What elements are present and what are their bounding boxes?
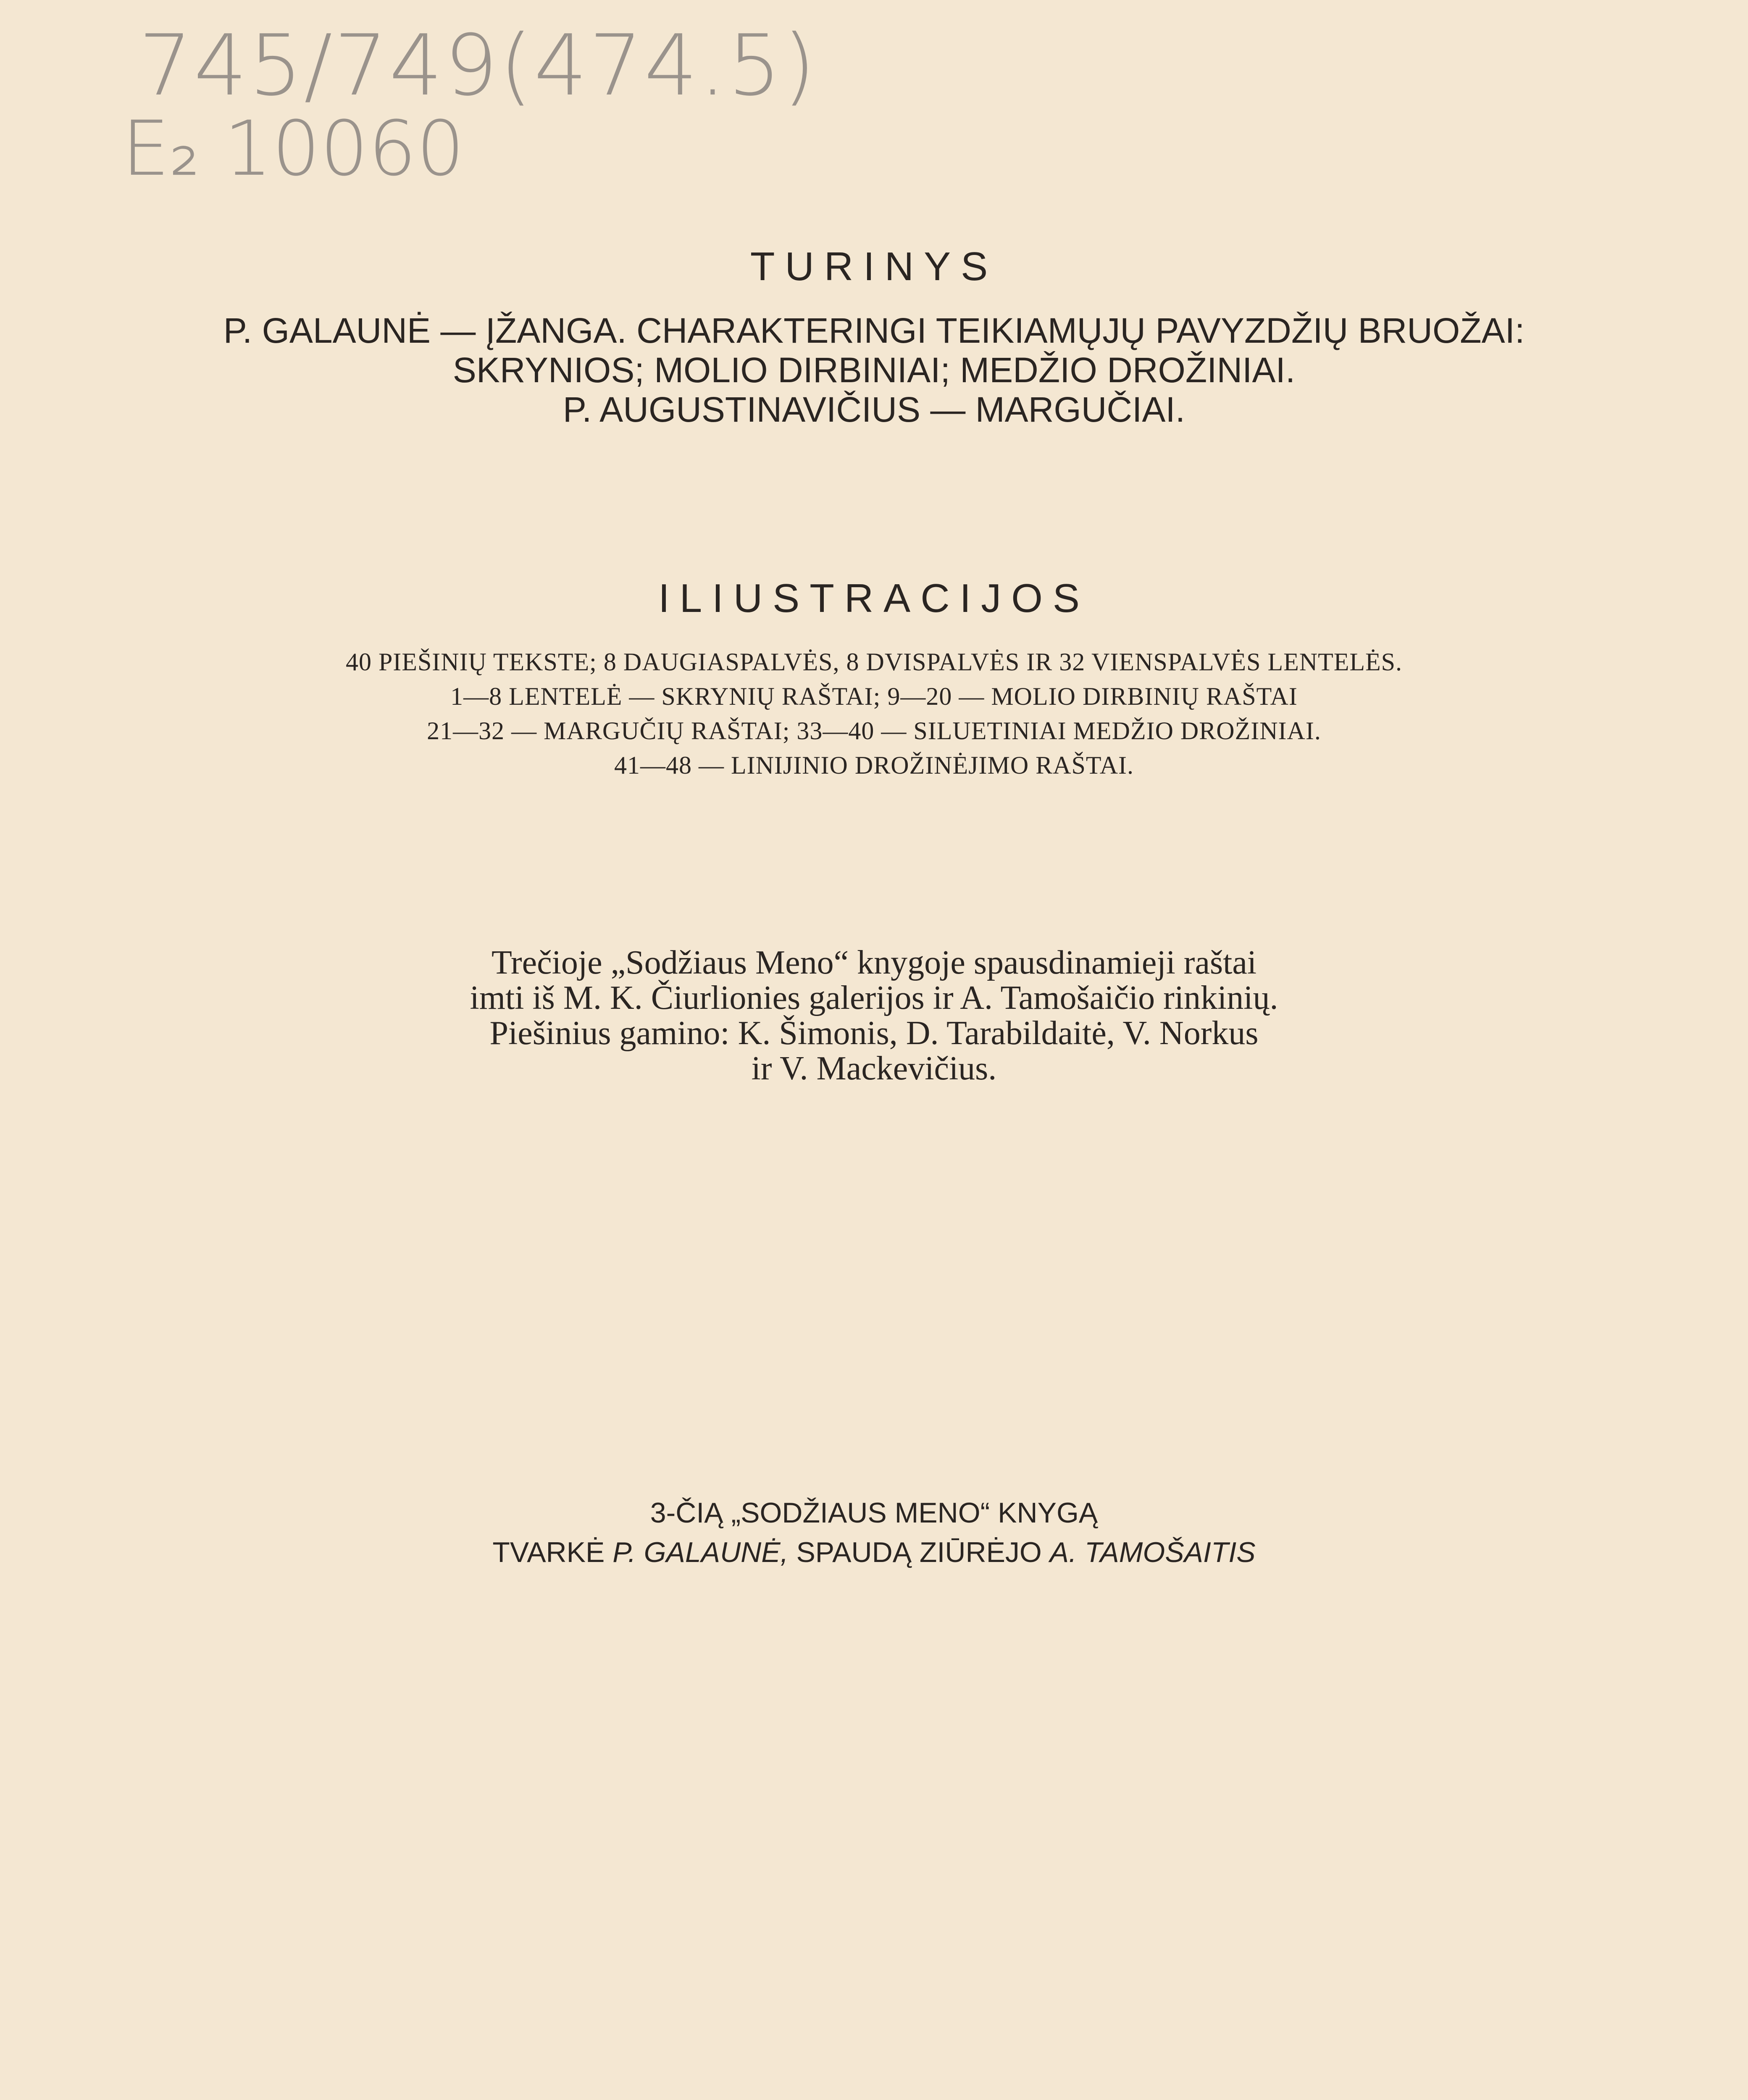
note-line: ir V. Mackevičius. xyxy=(751,1050,997,1087)
editor-label: TVARKĖ xyxy=(492,1536,605,1568)
editor-line-1: 3-ČIĄ „SODŽIAUS MENO“ KNYGĄ xyxy=(650,1497,1098,1529)
contents-line: P. GALAUNĖ — ĮŽANGA. CHARAKTERINGI TEIKIAMŲJŲ PAVYZDŽIŲ BRUOŽAI: xyxy=(223,311,1525,350)
supervisor-label: SPAUDĄ ZIŪRĖJO xyxy=(796,1536,1042,1568)
contents-line: SKRYNIOS; MOLIO DIRBINIAI; MEDŽIO DROŽINIAI. xyxy=(452,350,1296,390)
editor-line-2 xyxy=(0,1533,1748,1572)
handwritten-code: E₂ 10060 xyxy=(122,105,465,193)
illustrations-heading: ILIUSTRACIJOS xyxy=(658,576,1090,621)
editor-credits xyxy=(0,1493,1748,1572)
contents-heading: TURINYS xyxy=(750,244,998,289)
contents-line: P. AUGUSTINAVIČIUS — MARGUČIAI. xyxy=(563,390,1185,429)
note-line: Trečioje „Sodžiaus Meno“ knygoje spausdinamieji raštai xyxy=(491,944,1257,981)
illustrations-line: 41—48 — LINIJINIO DROŽINĖJIMO RAŠTAI. xyxy=(614,751,1134,779)
illustrations-line: 40 PIEŠINIŲ TEKSTE; 8 DAUGIASPALVĖS, 8 DVISPALVĖS IR 32 VIENSPALVĖS LENTELĖS. xyxy=(345,648,1403,676)
contents-list xyxy=(0,311,1748,429)
illustrations-line: 1—8 LENTELĖ — SKRYNIŲ RAŠTAI; 9—20 — MOLIO DIRBINIŲ RAŠTAI xyxy=(450,682,1298,710)
handwritten-call-number: 745/749(474.5) xyxy=(139,17,817,115)
illustrations-line: 21—32 — MARGUČIŲ RAŠTAI; 33—40 — SILUETINIAI MEDŽIO DROŽINIAI. xyxy=(427,717,1321,745)
editor-name: P. GALAUNĖ, xyxy=(612,1536,789,1568)
supervisor-name: A. TAMOŠAITIS xyxy=(1049,1536,1256,1568)
note-line: Piešinius gamino: K. Šimonis, D. Tarabildaitė, V. Norkus xyxy=(489,1015,1259,1052)
sources-note xyxy=(0,945,1748,1086)
note-line: imti iš M. K. Čiurlionies galerijos ir A. Tamošaičio rinkinių. xyxy=(470,979,1278,1016)
illustrations-list xyxy=(0,645,1748,782)
